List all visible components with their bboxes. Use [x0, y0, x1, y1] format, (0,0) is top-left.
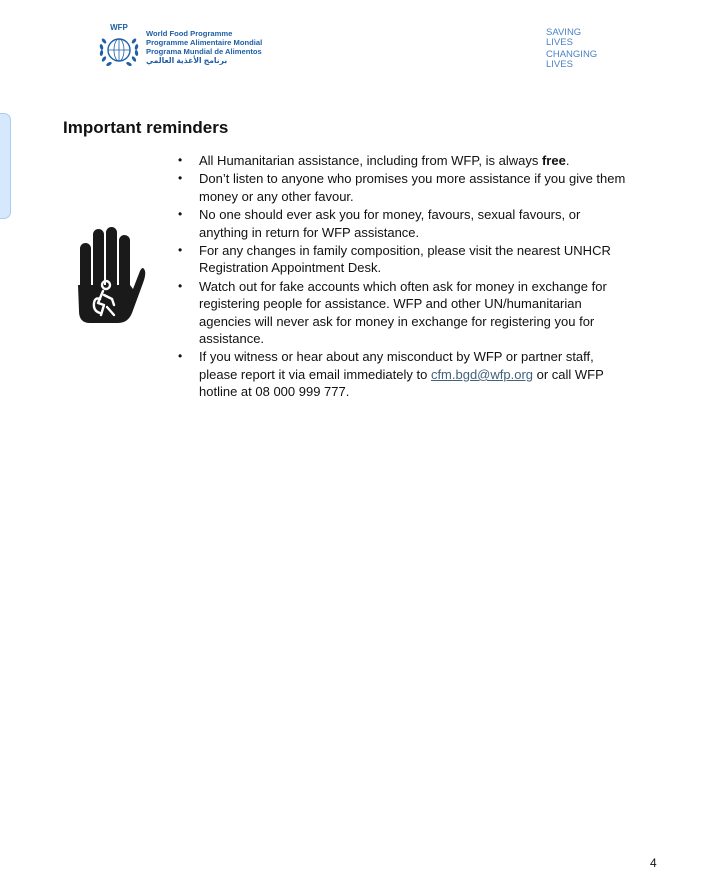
item-text: .	[565, 153, 570, 168]
list-item	[176, 242, 632, 277]
item-text: All Humanitarian assistance, including from WFP, is always	[199, 153, 542, 168]
bullet: •	[178, 349, 183, 364]
logo-text	[146, 29, 262, 65]
logo-name-es: Programa Mundial de Alimentos	[146, 47, 262, 56]
section-title: Important reminders	[63, 118, 229, 137]
logo-acronym: WFP	[110, 23, 128, 32]
list-item	[176, 152, 632, 169]
logo-name-fr: Programme Alimentaire Mondial	[146, 38, 263, 47]
bullet: •	[178, 243, 183, 258]
bullet: •	[178, 171, 183, 186]
bullet: •	[178, 207, 183, 222]
logo-name-ar: برنامج الأغذية العالمي	[146, 56, 228, 65]
slogan-line: CHANGING	[546, 49, 598, 60]
slogan-line: LIVES	[546, 59, 573, 70]
list-item	[176, 278, 632, 348]
item-emphasis: free	[541, 153, 566, 168]
wfp-emblem-icon	[96, 22, 142, 70]
list-item	[176, 348, 632, 400]
item-text: Watch out for fake accounts which often ask for money in exchange for registering people for assistance. WFP and other UN/humanitarian agencies will never ask for money in exchange for registering you for assistance.	[199, 278, 607, 347]
bullet: •	[178, 153, 183, 167]
item-text: No one should ever ask you for money, favours, sexual favours, or anything in return for WFP assistance.	[199, 207, 581, 240]
slogan	[546, 28, 597, 70]
email-link[interactable]: cfm.bgd@wfp.org	[430, 366, 534, 382]
item-text: or call WFP hotline at 08 000 999 777.	[199, 366, 604, 400]
item-text: For any changes in family composition, please visit the nearest UNHCR Registration Appointment Desk.	[199, 243, 611, 276]
logo-name-en: World Food Programme	[146, 29, 233, 38]
stop-hand-icon	[70, 225, 146, 331]
reminders-list	[176, 152, 632, 402]
wfp-logo	[96, 22, 262, 70]
side-tab[interactable]	[0, 113, 11, 219]
slogan-line: SAVING	[546, 27, 582, 38]
item-text: If you witness or hear about any misconduct by WFP or partner staff, please report it via email immediately to	[199, 349, 594, 382]
item-text: Don’t listen to anyone who promises you more assistance if you give them money or any other favour.	[199, 171, 626, 204]
bullet: •	[178, 278, 183, 293]
list-item	[176, 170, 632, 205]
list-item	[176, 206, 632, 241]
slogan-line: LIVES	[546, 37, 573, 48]
page-number: 4	[650, 856, 657, 870]
